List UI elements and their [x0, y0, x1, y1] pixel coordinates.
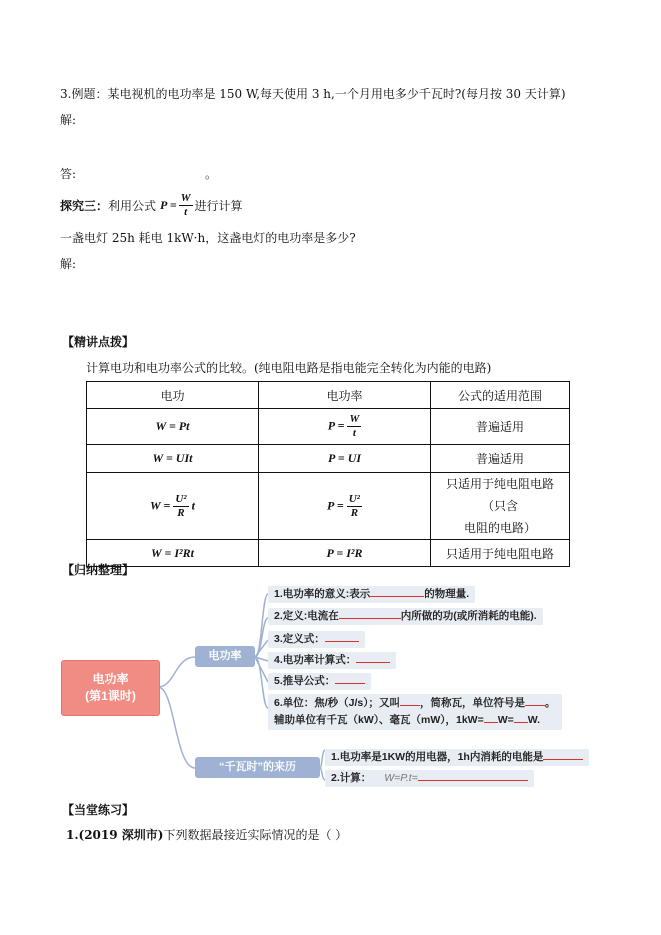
- fraction-denominator: R: [177, 506, 185, 519]
- item-text: W=: [497, 714, 514, 726]
- example3-answer-label: 答:: [60, 167, 77, 181]
- work-formula-tail: t: [191, 497, 195, 512]
- explore3-prefix: 探究三：: [60, 198, 109, 213]
- table-cell-scope: 普遍适用: [431, 409, 570, 445]
- mindmap-branch-kwh: “千瓦时”的来历: [195, 757, 320, 778]
- blank-line: [543, 759, 583, 760]
- table-cell-work: W = Pt: [87, 409, 259, 445]
- practice-heading: 【当堂练习】: [62, 803, 135, 817]
- scope-line-1: 只适用于纯电阻电路（只含: [445, 477, 554, 513]
- explore3-question: 一盏电灯 25h 耗电 1kW·h，这盏电灯的电功率是多少?: [60, 231, 356, 245]
- table-cell-power: [259, 473, 431, 540]
- item-text: 1.电功率的意义:表示: [274, 588, 371, 600]
- item-text: 2.定义:电流在: [274, 610, 339, 622]
- mindmap-item-defining-formula: [268, 631, 365, 648]
- mindmap-item-definition: [268, 608, 543, 625]
- explore3-formula-fraction: [179, 193, 193, 218]
- scope-line-2: 电阻的电路）: [463, 521, 536, 535]
- item-text: W=P.t=: [384, 772, 418, 784]
- item-text: 5.推导公式：: [274, 675, 336, 687]
- item-text: 内所做的功(或所消耗的电能).: [400, 610, 537, 622]
- table-cell-scope: 普遍适用: [431, 445, 570, 473]
- table-row: [87, 473, 570, 540]
- table-row: [87, 540, 570, 567]
- table-header-power: 电功率: [259, 382, 431, 409]
- blank-line: [525, 705, 545, 706]
- explore3-formula-lhs: P =: [160, 197, 177, 212]
- tips-heading: 【精讲点拨】: [62, 335, 135, 349]
- formula-comparison-table: [86, 381, 570, 567]
- blank-line: [339, 618, 401, 619]
- item-text: 4.电功率计算式：: [274, 654, 357, 666]
- blank-line: [484, 722, 498, 723]
- blank-line: [356, 662, 390, 663]
- table-cell-scope: [431, 473, 570, 540]
- example3-answer-end: 。: [205, 167, 218, 181]
- mindmap-branch-power: 电功率: [195, 646, 255, 667]
- explore3-suffix: 进行计算: [194, 198, 243, 213]
- table-cell-scope: 只适用于纯电阻电路: [431, 540, 570, 567]
- fraction-numerator: U²: [348, 492, 360, 505]
- table-cell-work: W = I²Rt: [87, 540, 259, 567]
- practice-question-1: [66, 826, 347, 843]
- mindmap-item-units: [268, 694, 562, 730]
- work-formula-fraction: [173, 494, 188, 519]
- item-text: 辅助单位有千瓦（kW）、毫瓦（mW），1kW=: [274, 714, 484, 726]
- item-text: 2.计算：: [331, 772, 372, 784]
- mindmap-root-node: [61, 660, 160, 716]
- power-formula-fraction: [347, 494, 362, 519]
- mindmap-item-kwh-calc: [325, 770, 534, 787]
- mindmap-item-meaning: [268, 586, 475, 603]
- fraction-denominator: R: [350, 506, 359, 519]
- explore3-formula-num: W: [180, 191, 191, 204]
- question-source: 1.(2019 深圳市): [66, 828, 164, 842]
- table-cell-power: P = I²R: [259, 540, 431, 567]
- table-header-work: 电功: [87, 382, 259, 409]
- fraction-numerator: W: [349, 413, 360, 425]
- explore3-line: [60, 190, 243, 220]
- table-cell-power: P = UI: [259, 445, 431, 473]
- mindmap-item-derived-formula: [268, 673, 371, 690]
- table-cell-work: [87, 473, 259, 540]
- item-text: 。: [545, 697, 556, 709]
- power-formula-lhs: P =: [327, 497, 344, 512]
- table-header-row: [87, 382, 570, 409]
- question-text: 下列数据最接近实际情况的是（ ）: [163, 828, 348, 842]
- fraction-numerator: U²: [175, 492, 187, 505]
- item-text: 1.电功率是1KW的用电器，1h内消耗的电能是: [331, 751, 544, 763]
- mindmap-item-calc-formula: [268, 652, 396, 669]
- example3-solve-label: 解:: [60, 113, 77, 127]
- blank-line: [418, 780, 528, 781]
- item-text: 6.单位：焦/秒（J/s）；又叫: [274, 697, 401, 709]
- table-row: [87, 445, 570, 473]
- item-text: W.: [527, 714, 541, 726]
- summary-heading: 【归纳整理】: [62, 563, 135, 577]
- table-header-scope: 公式的适用范围: [431, 382, 570, 409]
- table-cell-work: W = UIt: [87, 445, 259, 473]
- table-row: [87, 409, 570, 445]
- tips-intro: 计算电功和电功率公式的比较。(纯电阻电路是指电能完全转化为内能的电路): [86, 361, 492, 375]
- blank-line: [335, 683, 365, 684]
- item-text: 的物理量.: [424, 588, 470, 600]
- blank-line: [325, 641, 359, 642]
- power-formula-fraction: [347, 414, 361, 439]
- work-formula-lhs: W =: [150, 497, 171, 512]
- explore3-formula-den: t: [184, 205, 188, 218]
- item-text: 3.定义式：: [274, 633, 325, 645]
- blank-line: [400, 705, 420, 706]
- item-text: ，简称瓦，单位符号是: [420, 697, 526, 709]
- explore3-solve-label: 解:: [60, 257, 77, 271]
- root-subtitle: (第1课时): [85, 689, 136, 703]
- blank-line: [370, 596, 424, 597]
- power-formula-lhs: P =: [327, 418, 345, 433]
- explore3-text: 利用公式: [108, 198, 157, 213]
- root-title: 电功率: [92, 672, 129, 686]
- table-cell-power: [259, 409, 431, 445]
- fraction-denominator: t: [352, 427, 356, 439]
- example3-question: 3.例题：某电视机的电功率是 150 W,每天使用 3 h,一个月用电多少千瓦时?(每月按 30 天计算): [60, 87, 566, 101]
- mindmap-item-kwh-meaning: [325, 749, 589, 766]
- blank-line: [514, 722, 528, 723]
